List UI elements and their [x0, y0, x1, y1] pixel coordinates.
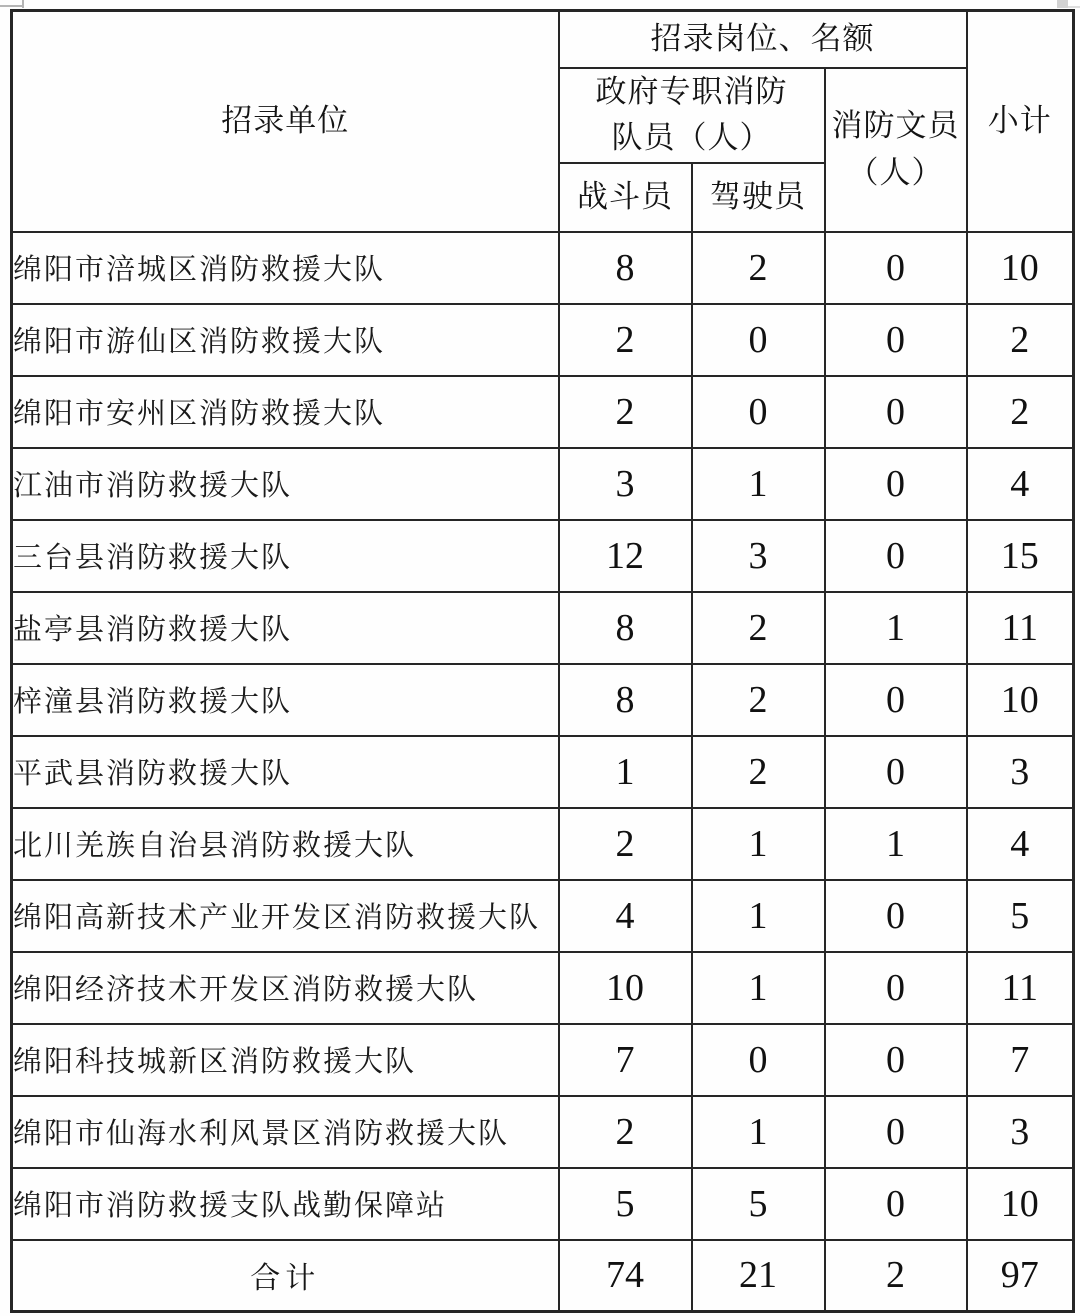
combatant-count: 7	[559, 1024, 692, 1096]
subtotal-count: 11	[967, 952, 1074, 1024]
scan-artifact	[22, 0, 24, 8]
table-row	[12, 736, 1074, 808]
total-subtotal: 97	[967, 1240, 1074, 1312]
combatant-count: 5	[559, 1168, 692, 1240]
scan-artifact	[1057, 0, 1068, 8]
combatant-count: 8	[559, 592, 692, 664]
header-driver: 驾驶员	[692, 163, 825, 232]
subtotal-count: 15	[967, 520, 1074, 592]
clerk-count: 0	[825, 520, 967, 592]
unit-cell: 三台县消防救援大队	[12, 520, 559, 592]
subtotal-count: 2	[967, 304, 1074, 376]
clerk-count: 0	[825, 232, 967, 304]
subtotal-count: 3	[967, 1096, 1074, 1168]
clerk-count: 0	[825, 448, 967, 520]
clerk-count: 0	[825, 1096, 967, 1168]
clerk-count: 0	[825, 952, 967, 1024]
unit-cell: 江油市消防救援大队	[12, 448, 559, 520]
subtotal-count: 3	[967, 736, 1074, 808]
unit-cell: 北川羌族自治县消防救援大队	[12, 808, 559, 880]
unit-cell: 绵阳市仙海水利风景区消防救援大队	[12, 1096, 559, 1168]
driver-count: 2	[692, 736, 825, 808]
driver-count: 1	[692, 880, 825, 952]
total-label: 合计	[12, 1240, 559, 1312]
subtotal-count: 5	[967, 880, 1074, 952]
unit-cell: 绵阳经济技术开发区消防救援大队	[12, 952, 559, 1024]
driver-count: 2	[692, 232, 825, 304]
subtotal-count: 2	[967, 376, 1074, 448]
combatant-count: 4	[559, 880, 692, 952]
header-unit: 招录单位	[12, 11, 559, 232]
table-row	[12, 1024, 1074, 1096]
table-row	[12, 448, 1074, 520]
driver-count: 3	[692, 520, 825, 592]
driver-count: 2	[692, 592, 825, 664]
clerk-count: 0	[825, 304, 967, 376]
table-row	[12, 664, 1074, 736]
header-firefighter-line2: 队员（人）	[611, 120, 772, 155]
scan-artifact	[0, 5, 23, 7]
total-driver: 21	[692, 1240, 825, 1312]
header-clerk-line1: 消防文员	[831, 108, 960, 143]
table-row	[12, 1096, 1074, 1168]
combatant-count: 2	[559, 304, 692, 376]
header-subtotal: 小计	[967, 11, 1074, 232]
header-row-1	[12, 11, 1074, 68]
driver-count: 0	[692, 1024, 825, 1096]
clerk-count: 0	[825, 880, 967, 952]
clerk-count: 0	[825, 1024, 967, 1096]
combatant-count: 2	[559, 1096, 692, 1168]
total-row	[12, 1240, 1074, 1312]
subtotal-count: 7	[967, 1024, 1074, 1096]
subtotal-count: 4	[967, 448, 1074, 520]
clerk-count: 0	[825, 736, 967, 808]
total-combatant: 74	[559, 1240, 692, 1312]
subtotal-count: 10	[967, 664, 1074, 736]
table-row	[12, 1168, 1074, 1240]
clerk-count: 0	[825, 376, 967, 448]
unit-cell: 梓潼县消防救援大队	[12, 664, 559, 736]
driver-count: 0	[692, 376, 825, 448]
table-row	[12, 304, 1074, 376]
subtotal-count: 4	[967, 808, 1074, 880]
driver-count: 1	[692, 952, 825, 1024]
scan-artifact	[1068, 6, 1080, 8]
driver-count: 1	[692, 448, 825, 520]
clerk-count: 0	[825, 1168, 967, 1240]
clerk-count: 1	[825, 592, 967, 664]
table-row	[12, 808, 1074, 880]
combatant-count: 8	[559, 232, 692, 304]
combatant-count: 1	[559, 736, 692, 808]
unit-cell: 绵阳市游仙区消防救援大队	[12, 304, 559, 376]
combatant-count: 2	[559, 376, 692, 448]
table-row	[12, 952, 1074, 1024]
driver-count: 1	[692, 808, 825, 880]
driver-count: 0	[692, 304, 825, 376]
unit-cell: 绵阳市涪城区消防救援大队	[12, 232, 559, 304]
unit-cell: 平武县消防救援大队	[12, 736, 559, 808]
table-row	[12, 520, 1074, 592]
header-positions-group: 招录岗位、名额	[559, 11, 967, 68]
combatant-count: 2	[559, 808, 692, 880]
subtotal-count: 10	[967, 1168, 1074, 1240]
clerk-count: 0	[825, 664, 967, 736]
unit-cell: 绵阳市消防救援支队战勤保障站	[12, 1168, 559, 1240]
combatant-count: 12	[559, 520, 692, 592]
driver-count: 2	[692, 664, 825, 736]
unit-cell: 绵阳市安州区消防救援大队	[12, 376, 559, 448]
header-firefighter-line1: 政府专职消防	[595, 73, 788, 109]
combatant-count: 8	[559, 664, 692, 736]
unit-cell: 绵阳高新技术产业开发区消防救援大队	[12, 880, 559, 952]
unit-cell: 盐亭县消防救援大队	[12, 592, 559, 664]
table-row	[12, 880, 1074, 952]
table-row	[12, 232, 1074, 304]
combatant-count: 3	[559, 448, 692, 520]
recruitment-table	[10, 9, 1075, 1313]
table-row	[12, 592, 1074, 664]
clerk-count: 1	[825, 808, 967, 880]
header-clerk	[825, 68, 967, 232]
driver-count: 1	[692, 1096, 825, 1168]
driver-count: 5	[692, 1168, 825, 1240]
subtotal-count: 10	[967, 232, 1074, 304]
unit-cell: 绵阳科技城新区消防救援大队	[12, 1024, 559, 1096]
table-row	[12, 376, 1074, 448]
subtotal-count: 11	[967, 592, 1074, 664]
header-combatant: 战斗员	[559, 163, 692, 232]
header-firefighter-group	[559, 68, 825, 163]
combatant-count: 10	[559, 952, 692, 1024]
total-clerk: 2	[825, 1240, 967, 1312]
header-clerk-line2: （人）	[847, 154, 944, 190]
